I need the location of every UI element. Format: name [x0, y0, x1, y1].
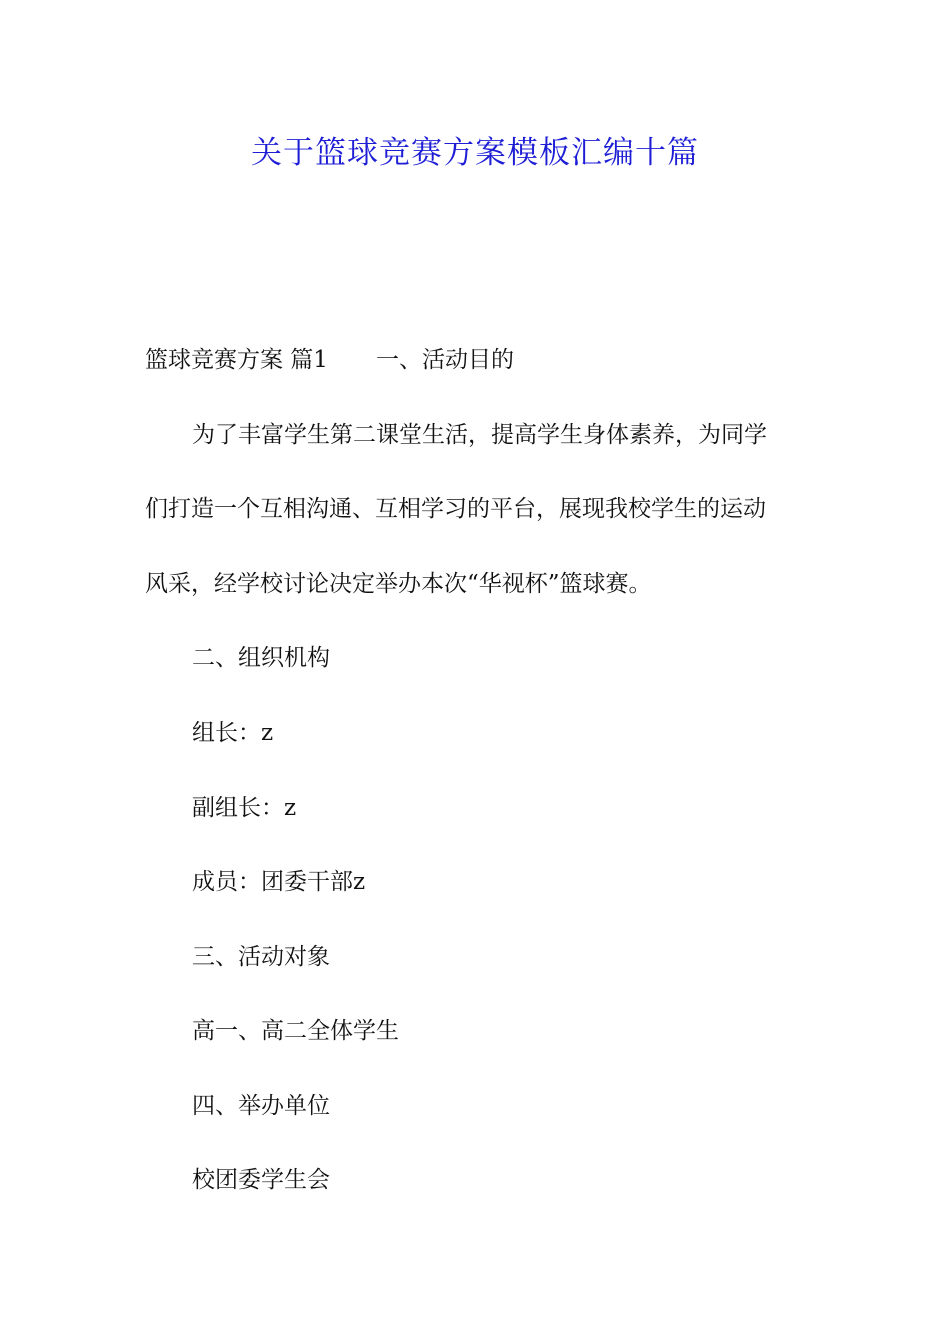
deputy-leader-line: 副组长：z: [192, 795, 297, 821]
heading-line: [145, 343, 825, 377]
members-line: 成员：团委干部z: [192, 869, 366, 895]
document-title: 关于篮球竞赛方案模板汇编十篇: [251, 135, 699, 171]
organizer-line: 校团委学生会: [192, 1167, 330, 1193]
purpose-line-2: 们打造一个互相沟通、互相学习的平台，展现我校学生的运动: [145, 496, 766, 522]
target-line: 高一、高二全体学生: [192, 1018, 399, 1044]
purpose-line-1: 为了丰富学生第二课堂生活，提高学生身体素养，为同学: [192, 422, 767, 448]
purpose-line-3: 风采，经学校讨论决定举办本次“华视杯”篮球赛。: [145, 571, 652, 597]
section3-heading: 三、活动对象: [192, 944, 330, 970]
section4-heading: 四、举办单位: [192, 1093, 330, 1119]
leader-line: 组长：z: [192, 720, 274, 746]
section1-heading: 一、活动目的: [375, 347, 514, 373]
heading-prefix: 篮球竞赛方案 篇1: [145, 347, 328, 373]
section2-heading: 二、组织机构: [192, 645, 330, 671]
